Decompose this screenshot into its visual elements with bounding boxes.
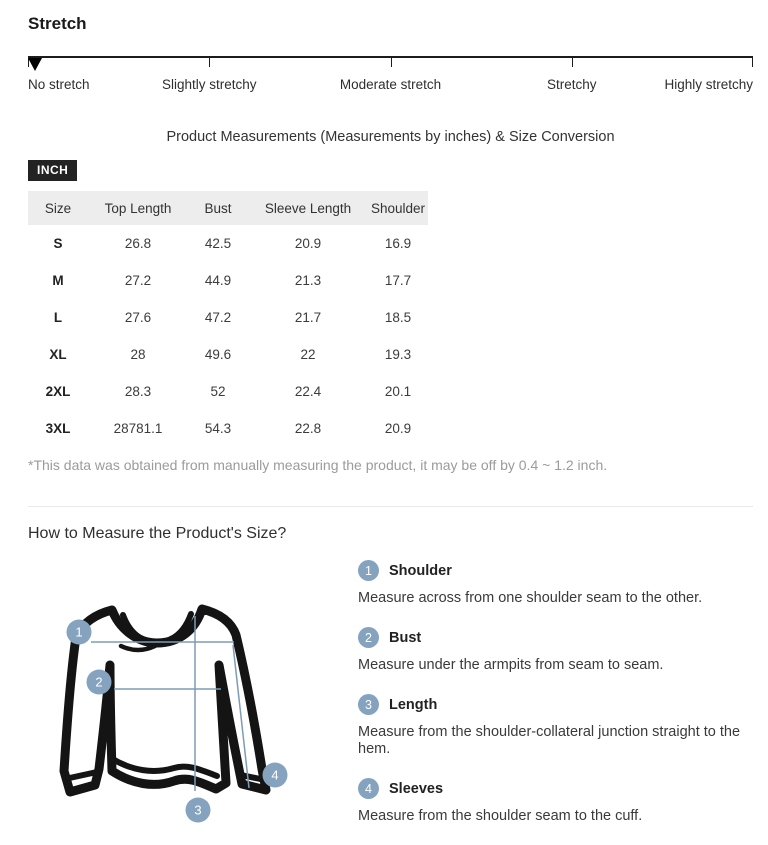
cell-sleeve-length: 22.4 [294,384,322,399]
step-description: Measure from the shoulder-collateral junction straight to the hem. [358,724,741,757]
table-row [28,299,428,336]
cell-shoulder: 20.1 [384,384,412,399]
step-description: Measure under the armpits from seam to seam. [358,657,664,673]
list-item [358,627,753,674]
step-label-shoulder: Shoulder [389,562,452,579]
cell-size: L [53,310,63,325]
list-item [358,778,753,825]
scale-label-moderate-stretch: Moderate stretch [339,77,442,92]
cell-bust: 42.5 [204,236,232,251]
cell-bust: 47.2 [204,310,232,325]
cell-bust: 52 [210,384,226,399]
step-label-sleeves: Sleeves [389,780,444,797]
cell-bust: 54.3 [204,421,232,436]
scale-tick [209,58,210,67]
step-description: Measure from the shoulder seam to the cuff. [358,808,643,824]
step-number-badge: 3 [358,694,379,715]
col-header-bust: Bust [204,200,232,216]
scale-tick [752,58,753,67]
scale-tick [391,58,392,67]
sweater-icon [28,553,358,839]
sweater-measurement-diagram [28,553,358,845]
cell-bust: 44.9 [204,273,232,288]
cell-shoulder: 18.5 [384,310,412,325]
cell-top-length: 28.3 [124,384,152,399]
scale-label-stretchy: Stretchy [546,77,597,92]
table-row [28,373,428,410]
cell-size: 3XL [45,421,71,436]
step-label-bust: Bust [389,629,422,646]
scale-label-slightly-stretchy: Slightly stretchy [161,77,257,92]
diagram-badge-1 [67,620,92,645]
section-divider [28,506,753,507]
table-row [28,336,428,373]
badge-number: 1 [75,624,83,640]
scale-label-no-stretch: No stretch [28,77,90,92]
cell-size: XL [49,347,67,362]
list-item [358,560,753,607]
badge-number: 2 [95,674,103,690]
stretch-scale [28,56,753,96]
list-item [358,694,753,758]
cell-size: S [53,236,63,251]
col-header-sleeve-length: Sleeve Length [264,200,352,216]
cell-top-length: 28 [130,347,146,362]
scale-label-highly-stretchy: Highly stretchy [664,77,753,92]
badge-number: 3 [194,802,202,818]
cell-top-length: 28781.1 [113,421,163,436]
cell-sleeve-length: 22.8 [294,421,322,436]
col-header-shoulder: Shoulder [370,200,426,216]
cell-shoulder: 20.9 [384,421,412,436]
diagram-badge-2 [87,670,112,695]
cell-shoulder: 19.3 [384,347,412,362]
cell-shoulder: 16.9 [384,236,412,251]
size-measurements-table [28,191,428,447]
cell-sleeve-length: 21.7 [294,310,322,325]
cell-size: M [52,273,64,288]
table-row [28,225,428,262]
table-header-row [28,191,428,225]
sweater-outline [64,609,266,792]
diagram-badge-4 [263,763,288,788]
how-to-measure-heading: How to Measure the Product's Size? [28,525,287,542]
cell-size: 2XL [45,384,71,399]
step-label-length: Length [389,696,438,713]
step-number-badge: 1 [358,560,379,581]
measure-steps-list [358,553,753,845]
cell-top-length: 27.2 [124,273,152,288]
cell-top-length: 26.8 [124,236,152,251]
cell-sleeve-length: 20.9 [294,236,322,251]
table-row [28,262,428,299]
cell-sleeve-length: 21.3 [294,273,322,288]
measurements-title: Product Measurements (Measurements by inches) & Size Conversion [166,129,615,145]
unit-inch-toggle[interactable]: INCH [28,160,77,181]
step-description: Measure across from one shoulder seam to the other. [358,590,703,606]
table-row [28,410,428,447]
col-header-top-length: Top Length [104,200,172,216]
diagram-badge-3 [186,798,211,823]
badge-number: 4 [271,767,279,783]
step-number-badge: 2 [358,627,379,648]
cell-sleeve-length: 22 [300,347,316,362]
stretch-heading: Stretch [28,14,87,33]
cell-top-length: 27.6 [124,310,152,325]
cell-shoulder: 17.7 [384,273,412,288]
step-number-badge: 4 [358,778,379,799]
stretch-marker-triangle-icon [28,58,42,71]
scale-tick [572,58,573,67]
col-header-size: Size [44,200,72,216]
measurement-disclaimer: *This data was obtained from manually measuring the product, it may be off by 0.4 ~ 1.2 inch. [28,457,608,473]
cell-bust: 49.6 [204,347,232,362]
